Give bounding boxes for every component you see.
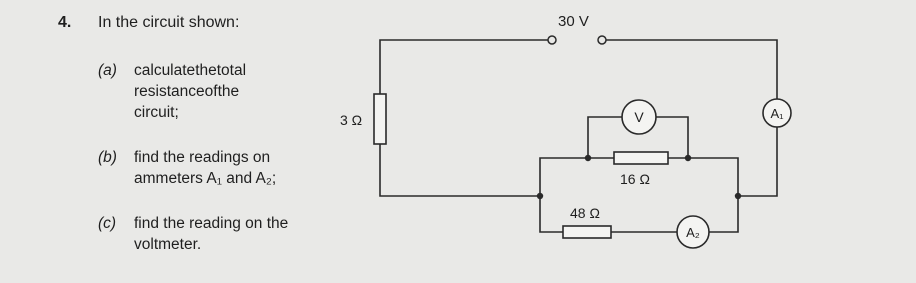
resistor-48-ohm-label: 48 Ω [570,205,600,221]
supply-terminal-left [548,36,556,44]
part-b-label: (b) [98,149,117,166]
junction-voltmeter-right [685,155,691,161]
word: total [216,62,247,79]
ammeter-a2-label: A₂ [686,225,700,240]
resistor-48-ohm [563,226,611,238]
wire-branch-bottom-right [709,196,738,232]
part-c-line-2: voltmeter. [134,236,202,253]
wire-branch-bottom [540,196,563,232]
resistor-16-ohm-label: 16 Ω [620,171,650,187]
wire-top-right [606,40,777,100]
wire-top-left [380,40,548,94]
part-c-line-1: find the reading on the [134,215,289,232]
wire-branch-top-right [668,158,738,196]
wire-branch-top [540,158,614,196]
supply-voltage-label: 30 V [558,13,589,30]
resistor-16-ohm [614,152,668,164]
part-b-line-1: find the readings on [134,149,271,166]
part-b-line-2: ammeters A₁ and A₂; [134,170,277,187]
junction-right [735,193,741,199]
junction-left [537,193,543,199]
part-a-line-3: circuit; [134,104,179,121]
word: calculate [134,62,196,79]
question-number: 4. [58,14,72,31]
resistor-3-ohm-label: 3 Ω [340,112,363,128]
word: resistance [134,83,205,100]
ammeter-a1-label: A₁ [770,106,784,121]
question-intro: In the circuit shown: [98,14,240,31]
word: the [195,62,217,79]
supply-terminal-right [598,36,606,44]
resistor-3-ohm [374,94,386,144]
word: the [217,83,240,100]
junction-voltmeter-left [585,155,591,161]
word: of [204,83,218,100]
wire-left-lower [380,144,540,196]
part-c-label: (c) [98,215,117,232]
part-a-label: (a) [98,62,117,79]
voltmeter-label: V [634,109,644,125]
wire-right-lower [738,126,777,196]
